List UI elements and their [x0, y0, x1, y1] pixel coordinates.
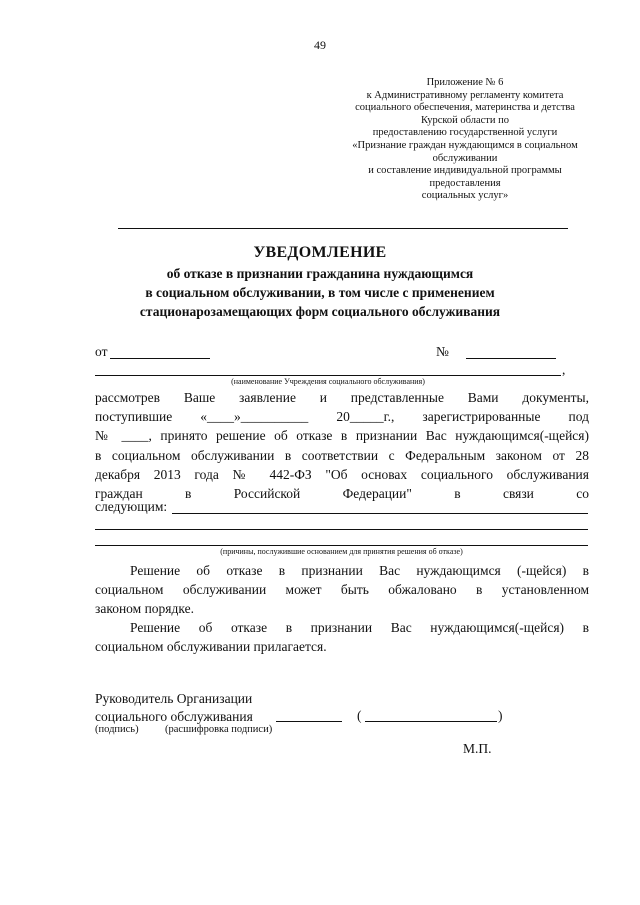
header-divider	[118, 228, 568, 229]
reasons-field-1[interactable]	[172, 513, 588, 514]
appendix-line: к Административному регламенту комитета	[366, 89, 564, 101]
stamp-place: М.П.	[463, 741, 492, 756]
reasons-label: следующим:	[95, 499, 168, 514]
page-number: 49	[314, 38, 326, 52]
body-line: декабря 2013 года № 442-ФЗ "Об основах социального обслуживания	[95, 466, 589, 482]
decode-caption: (расшифровка подписи)	[165, 724, 273, 735]
signature-caption: (подпись)	[95, 724, 139, 735]
body-line: граждан в Российской Федерации" в связи со	[95, 486, 589, 502]
signature-decode-field[interactable]	[365, 721, 497, 722]
subtitle-line: стационарозамещающих форм социального обслуживания	[139, 304, 501, 319]
number-label: №	[436, 344, 449, 359]
decode-close-paren: )	[498, 708, 503, 723]
body-line: № ____, принято решение об отказе в признании Вас нуждающимся(-щейся)	[95, 428, 589, 444]
appendix-line: обслуживании	[432, 152, 498, 164]
reasons-field-2[interactable]	[95, 529, 588, 530]
attachment-paragraph	[95, 618, 589, 656]
document-subtitle	[0, 264, 640, 321]
institution-caption: (наименование Учреждения социального обслуживания)	[231, 377, 425, 386]
attach-line: Решение об отказе в признании Вас нуждающимся(-щейся) в	[130, 620, 589, 635]
institution-field[interactable]	[95, 375, 561, 376]
appendix-line: Приложение № 6	[426, 77, 504, 88]
subtitle-line: об отказе в признании гражданина нуждающимся	[166, 266, 474, 281]
body-line: в социальном обслуживании в соответствии с Федеральным законом от 28	[95, 447, 589, 463]
reasons-field-3[interactable]	[95, 545, 588, 546]
appeal-paragraph	[95, 561, 589, 619]
appeal-line: Решение об отказе в признании Вас нуждающимся (-щейся) в	[130, 563, 589, 578]
appendix-line: предоставлению государственной услуги	[372, 127, 558, 139]
decode-open-paren: (	[357, 708, 362, 723]
notice-body	[95, 388, 589, 503]
signatory-title	[95, 690, 253, 726]
reasons-caption: (причины, послужившие основанием для принятия решения об отказе)	[220, 547, 463, 556]
appeal-line: законом порядке.	[95, 601, 194, 617]
appendix-line: и составление индивидуальной программы	[368, 165, 562, 177]
from-label: от	[95, 344, 108, 359]
signature-field[interactable]	[276, 721, 342, 722]
number-field[interactable]	[466, 358, 556, 359]
appeal-line: социальном обслуживании может быть обжаловано в установленном	[95, 582, 589, 598]
signatory-line: Руководитель Организации	[95, 691, 253, 706]
appendix-line: социальных услуг»	[421, 190, 509, 202]
from-field[interactable]	[110, 358, 210, 359]
body-line: рассмотрев Ваше заявление и представленные Вами документы,	[95, 390, 589, 405]
appendix-line: социального обеспечения, материнства и детства	[355, 102, 575, 114]
attach-line: социальном обслуживании прилагается.	[95, 639, 327, 655]
body-line: поступившие «____»__________ 20_____г., зарегистрированные под	[95, 409, 589, 425]
appendix-header	[330, 77, 600, 203]
institution-comma: ,	[562, 362, 566, 377]
appendix-line: Курской области по	[420, 114, 510, 126]
appendix-line: «Признание граждан нуждающимся в социальном	[352, 139, 578, 151]
document-title: УВЕДОМЛЕНИЕ	[253, 244, 387, 261]
appendix-line: предоставления	[429, 177, 501, 189]
signatory-line: социального обслуживания	[95, 709, 253, 724]
subtitle-line: в социальном обслуживании, в том числе с применением	[145, 285, 495, 300]
